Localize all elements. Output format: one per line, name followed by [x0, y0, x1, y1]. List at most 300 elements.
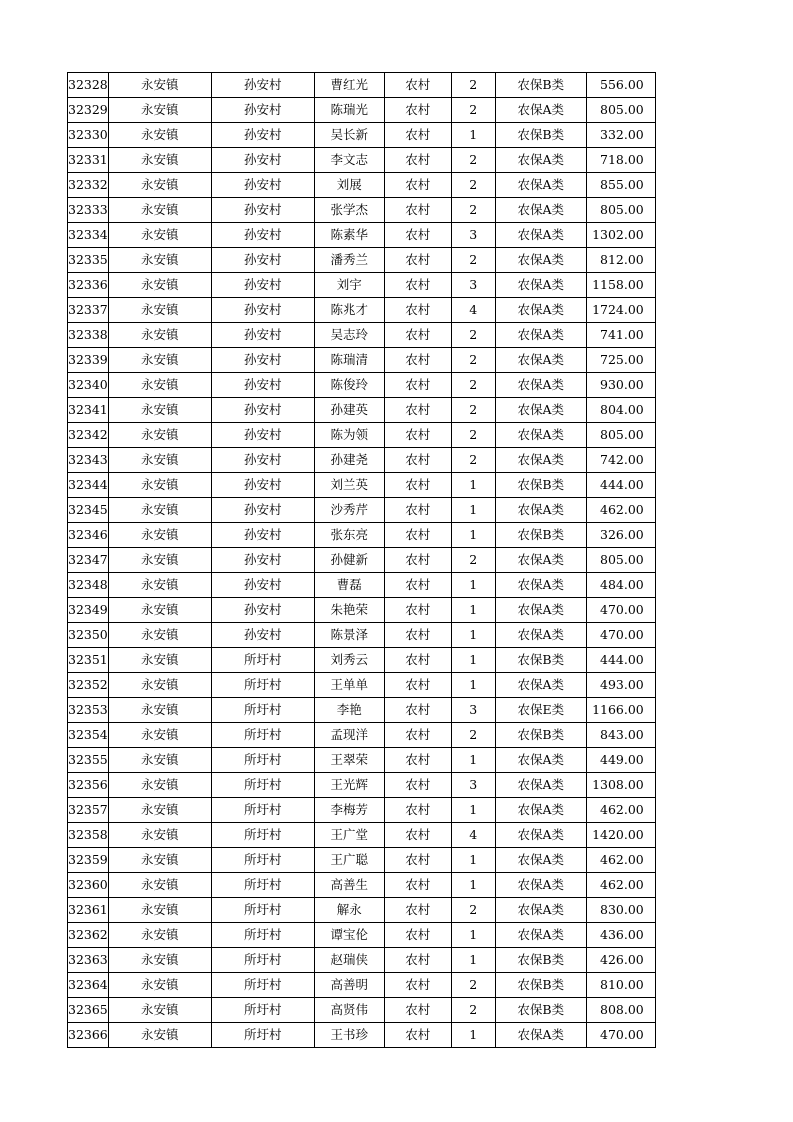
- name-cell: 王广堂: [314, 823, 384, 848]
- amount-cell: 326.00: [586, 523, 655, 548]
- amount-cell: 725.00: [586, 348, 655, 373]
- name-cell: 陈兆才: [314, 298, 384, 323]
- table-row: [68, 923, 656, 948]
- town-cell: 永安镇: [108, 148, 211, 173]
- name-cell: 王单单: [314, 673, 384, 698]
- record-id-cell: 32353: [68, 698, 109, 723]
- record-id-cell: 32333: [68, 198, 109, 223]
- residence-type-cell: 农村: [384, 248, 451, 273]
- amount-cell: 1302.00: [586, 223, 655, 248]
- insurance-category-cell: 农保B类: [495, 723, 586, 748]
- record-id-cell: 32343: [68, 448, 109, 473]
- residence-type-cell: 农村: [384, 473, 451, 498]
- insurance-category-cell: 农保A类: [495, 598, 586, 623]
- insurance-category-cell: 农保A类: [495, 873, 586, 898]
- record-id-cell: 32351: [68, 648, 109, 673]
- amount-cell: 493.00: [586, 673, 655, 698]
- household-size-cell: 2: [451, 373, 495, 398]
- insurance-category-cell: 农保A类: [495, 323, 586, 348]
- record-id-cell: 32342: [68, 423, 109, 448]
- amount-cell: 742.00: [586, 448, 655, 473]
- table-row: [68, 673, 656, 698]
- table-row: [68, 123, 656, 148]
- name-cell: 李文志: [314, 148, 384, 173]
- table-row: [68, 398, 656, 423]
- name-cell: 高善生: [314, 873, 384, 898]
- table-row: [68, 423, 656, 448]
- record-id-cell: 32354: [68, 723, 109, 748]
- name-cell: 朱艳荣: [314, 598, 384, 623]
- record-id-cell: 32366: [68, 1023, 109, 1048]
- name-cell: 张学杰: [314, 198, 384, 223]
- amount-cell: 449.00: [586, 748, 655, 773]
- name-cell: 赵瑞侠: [314, 948, 384, 973]
- records-table-body: [68, 73, 656, 1048]
- table-row: [68, 1023, 656, 1048]
- insurance-category-cell: 农保A类: [495, 548, 586, 573]
- household-size-cell: 4: [451, 298, 495, 323]
- name-cell: 陈素华: [314, 223, 384, 248]
- residence-type-cell: 农村: [384, 723, 451, 748]
- village-cell: 所圩村: [211, 798, 314, 823]
- village-cell: 所圩村: [211, 873, 314, 898]
- town-cell: 永安镇: [108, 823, 211, 848]
- village-cell: 所圩村: [211, 698, 314, 723]
- amount-cell: 470.00: [586, 623, 655, 648]
- village-cell: 孙安村: [211, 223, 314, 248]
- town-cell: 永安镇: [108, 348, 211, 373]
- village-cell: 孙安村: [211, 523, 314, 548]
- household-size-cell: 1: [451, 523, 495, 548]
- table-row: [68, 98, 656, 123]
- table-row: [68, 798, 656, 823]
- household-size-cell: 2: [451, 898, 495, 923]
- household-size-cell: 1: [451, 873, 495, 898]
- residence-type-cell: 农村: [384, 573, 451, 598]
- amount-cell: 812.00: [586, 248, 655, 273]
- town-cell: 永安镇: [108, 898, 211, 923]
- insurance-category-cell: 农保A类: [495, 448, 586, 473]
- residence-type-cell: 农村: [384, 823, 451, 848]
- village-cell: 所圩村: [211, 648, 314, 673]
- table-row: [68, 723, 656, 748]
- town-cell: 永安镇: [108, 73, 211, 98]
- village-cell: 孙安村: [211, 198, 314, 223]
- household-size-cell: 1: [451, 798, 495, 823]
- table-row: [68, 598, 656, 623]
- record-id-cell: 32340: [68, 373, 109, 398]
- name-cell: 刘秀云: [314, 648, 384, 673]
- residence-type-cell: 农村: [384, 923, 451, 948]
- village-cell: 孙安村: [211, 273, 314, 298]
- insurance-category-cell: 农保A类: [495, 748, 586, 773]
- record-id-cell: 32341: [68, 398, 109, 423]
- town-cell: 永安镇: [108, 223, 211, 248]
- table-row: [68, 973, 656, 998]
- record-id-cell: 32356: [68, 773, 109, 798]
- household-size-cell: 3: [451, 773, 495, 798]
- amount-cell: 426.00: [586, 948, 655, 973]
- record-id-cell: 32357: [68, 798, 109, 823]
- table-row: [68, 498, 656, 523]
- record-id-cell: 32331: [68, 148, 109, 173]
- residence-type-cell: 农村: [384, 148, 451, 173]
- amount-cell: 1420.00: [586, 823, 655, 848]
- household-size-cell: 3: [451, 698, 495, 723]
- residence-type-cell: 农村: [384, 423, 451, 448]
- residence-type-cell: 农村: [384, 98, 451, 123]
- amount-cell: 1158.00: [586, 273, 655, 298]
- village-cell: 孙安村: [211, 348, 314, 373]
- village-cell: 孙安村: [211, 298, 314, 323]
- name-cell: 吴志玲: [314, 323, 384, 348]
- village-cell: 孙安村: [211, 573, 314, 598]
- household-size-cell: 1: [451, 598, 495, 623]
- village-cell: 所圩村: [211, 773, 314, 798]
- name-cell: 刘展: [314, 173, 384, 198]
- town-cell: 永安镇: [108, 998, 211, 1023]
- residence-type-cell: 农村: [384, 273, 451, 298]
- town-cell: 永安镇: [108, 248, 211, 273]
- record-id-cell: 32347: [68, 548, 109, 573]
- household-size-cell: 2: [451, 348, 495, 373]
- record-id-cell: 32329: [68, 98, 109, 123]
- town-cell: 永安镇: [108, 448, 211, 473]
- residence-type-cell: 农村: [384, 398, 451, 423]
- table-row: [68, 573, 656, 598]
- residence-type-cell: 农村: [384, 223, 451, 248]
- amount-cell: 556.00: [586, 73, 655, 98]
- village-cell: 所圩村: [211, 973, 314, 998]
- record-id-cell: 32364: [68, 973, 109, 998]
- town-cell: 永安镇: [108, 473, 211, 498]
- household-size-cell: 1: [451, 473, 495, 498]
- record-id-cell: 32358: [68, 823, 109, 848]
- amount-cell: 804.00: [586, 398, 655, 423]
- town-cell: 永安镇: [108, 848, 211, 873]
- household-size-cell: 1: [451, 923, 495, 948]
- insurance-category-cell: 农保A类: [495, 248, 586, 273]
- amount-cell: 470.00: [586, 1023, 655, 1048]
- village-cell: 孙安村: [211, 398, 314, 423]
- village-cell: 所圩村: [211, 1023, 314, 1048]
- town-cell: 永安镇: [108, 498, 211, 523]
- town-cell: 永安镇: [108, 673, 211, 698]
- amount-cell: 805.00: [586, 198, 655, 223]
- name-cell: 陈景泽: [314, 623, 384, 648]
- residence-type-cell: 农村: [384, 548, 451, 573]
- name-cell: 高贤伟: [314, 998, 384, 1023]
- name-cell: 陈俊玲: [314, 373, 384, 398]
- residence-type-cell: 农村: [384, 773, 451, 798]
- household-size-cell: 1: [451, 1023, 495, 1048]
- household-size-cell: 2: [451, 323, 495, 348]
- table-row: [68, 448, 656, 473]
- town-cell: 永安镇: [108, 423, 211, 448]
- household-size-cell: 2: [451, 723, 495, 748]
- residence-type-cell: 农村: [384, 323, 451, 348]
- amount-cell: 1724.00: [586, 298, 655, 323]
- amount-cell: 462.00: [586, 798, 655, 823]
- insurance-category-cell: 农保A类: [495, 273, 586, 298]
- residence-type-cell: 农村: [384, 898, 451, 923]
- insurance-category-cell: 农保B类: [495, 973, 586, 998]
- residence-type-cell: 农村: [384, 698, 451, 723]
- residence-type-cell: 农村: [384, 298, 451, 323]
- insurance-category-cell: 农保A类: [495, 98, 586, 123]
- table-row: [68, 223, 656, 248]
- town-cell: 永安镇: [108, 598, 211, 623]
- residence-type-cell: 农村: [384, 748, 451, 773]
- table-row: [68, 648, 656, 673]
- residence-type-cell: 农村: [384, 598, 451, 623]
- village-cell: 孙安村: [211, 423, 314, 448]
- table-row: [68, 523, 656, 548]
- town-cell: 永安镇: [108, 398, 211, 423]
- residence-type-cell: 农村: [384, 998, 451, 1023]
- record-id-cell: 32332: [68, 173, 109, 198]
- insurance-category-cell: 农保A类: [495, 198, 586, 223]
- table-row: [68, 323, 656, 348]
- residence-type-cell: 农村: [384, 973, 451, 998]
- town-cell: 永安镇: [108, 273, 211, 298]
- record-id-cell: 32361: [68, 898, 109, 923]
- village-cell: 孙安村: [211, 98, 314, 123]
- record-id-cell: 32337: [68, 298, 109, 323]
- amount-cell: 1166.00: [586, 698, 655, 723]
- household-size-cell: 1: [451, 848, 495, 873]
- insurance-category-cell: 农保B类: [495, 73, 586, 98]
- household-size-cell: 1: [451, 948, 495, 973]
- residence-type-cell: 农村: [384, 623, 451, 648]
- table-row: [68, 73, 656, 98]
- village-cell: 孙安村: [211, 473, 314, 498]
- record-id-cell: 32346: [68, 523, 109, 548]
- amount-cell: 843.00: [586, 723, 655, 748]
- town-cell: 永安镇: [108, 548, 211, 573]
- name-cell: 孟现洋: [314, 723, 384, 748]
- name-cell: 高善明: [314, 973, 384, 998]
- amount-cell: 718.00: [586, 148, 655, 173]
- household-size-cell: 2: [451, 248, 495, 273]
- household-size-cell: 2: [451, 548, 495, 573]
- table-row: [68, 548, 656, 573]
- household-size-cell: 2: [451, 998, 495, 1023]
- insurance-category-cell: 农保A类: [495, 348, 586, 373]
- residence-type-cell: 农村: [384, 198, 451, 223]
- amount-cell: 444.00: [586, 473, 655, 498]
- insurance-category-cell: 农保A类: [495, 148, 586, 173]
- residence-type-cell: 农村: [384, 123, 451, 148]
- record-id-cell: 32365: [68, 998, 109, 1023]
- residence-type-cell: 农村: [384, 523, 451, 548]
- town-cell: 永安镇: [108, 323, 211, 348]
- name-cell: 王翠荣: [314, 748, 384, 773]
- insurance-category-cell: 农保A类: [495, 298, 586, 323]
- village-cell: 孙安村: [211, 373, 314, 398]
- table-row: [68, 873, 656, 898]
- table-row: [68, 148, 656, 173]
- record-id-cell: 32344: [68, 473, 109, 498]
- amount-cell: 855.00: [586, 173, 655, 198]
- table-row: [68, 998, 656, 1023]
- residence-type-cell: 农村: [384, 173, 451, 198]
- record-id-cell: 32362: [68, 923, 109, 948]
- household-size-cell: 1: [451, 673, 495, 698]
- household-size-cell: 3: [451, 223, 495, 248]
- town-cell: 永安镇: [108, 923, 211, 948]
- amount-cell: 805.00: [586, 98, 655, 123]
- record-id-cell: 32328: [68, 73, 109, 98]
- insurance-category-cell: 农保A类: [495, 798, 586, 823]
- village-cell: 所圩村: [211, 898, 314, 923]
- village-cell: 孙安村: [211, 598, 314, 623]
- name-cell: 陈瑞光: [314, 98, 384, 123]
- record-id-cell: 32330: [68, 123, 109, 148]
- household-size-cell: 2: [451, 73, 495, 98]
- town-cell: 永安镇: [108, 648, 211, 673]
- table-row: [68, 173, 656, 198]
- residence-type-cell: 农村: [384, 673, 451, 698]
- record-id-cell: 32349: [68, 598, 109, 623]
- insurance-category-cell: 农保B类: [495, 123, 586, 148]
- village-cell: 所圩村: [211, 673, 314, 698]
- town-cell: 永安镇: [108, 948, 211, 973]
- residence-type-cell: 农村: [384, 848, 451, 873]
- name-cell: 王书珍: [314, 1023, 384, 1048]
- village-cell: 所圩村: [211, 848, 314, 873]
- village-cell: 孙安村: [211, 323, 314, 348]
- amount-cell: 470.00: [586, 598, 655, 623]
- table-row: [68, 773, 656, 798]
- name-cell: 曹红光: [314, 73, 384, 98]
- insurance-category-cell: 农保E类: [495, 698, 586, 723]
- insurance-category-cell: 农保A类: [495, 373, 586, 398]
- household-size-cell: 1: [451, 573, 495, 598]
- household-size-cell: 2: [451, 423, 495, 448]
- household-size-cell: 1: [451, 123, 495, 148]
- village-cell: 孙安村: [211, 173, 314, 198]
- village-cell: 孙安村: [211, 73, 314, 98]
- residence-type-cell: 农村: [384, 1023, 451, 1048]
- town-cell: 永安镇: [108, 698, 211, 723]
- village-cell: 孙安村: [211, 448, 314, 473]
- insurance-category-cell: 农保B类: [495, 998, 586, 1023]
- table-row: [68, 298, 656, 323]
- household-size-cell: 2: [451, 198, 495, 223]
- town-cell: 永安镇: [108, 173, 211, 198]
- amount-cell: 810.00: [586, 973, 655, 998]
- record-id-cell: 32350: [68, 623, 109, 648]
- town-cell: 永安镇: [108, 723, 211, 748]
- table-row: [68, 698, 656, 723]
- town-cell: 永安镇: [108, 373, 211, 398]
- amount-cell: 808.00: [586, 998, 655, 1023]
- insurance-category-cell: 农保A类: [495, 573, 586, 598]
- name-cell: 王光辉: [314, 773, 384, 798]
- village-cell: 孙安村: [211, 623, 314, 648]
- residence-type-cell: 农村: [384, 498, 451, 523]
- insurance-category-cell: 农保A类: [495, 848, 586, 873]
- insurance-category-cell: 农保A类: [495, 923, 586, 948]
- insurance-category-cell: 农保A类: [495, 898, 586, 923]
- amount-cell: 1308.00: [586, 773, 655, 798]
- household-size-cell: 2: [451, 398, 495, 423]
- name-cell: 潘秀兰: [314, 248, 384, 273]
- town-cell: 永安镇: [108, 973, 211, 998]
- amount-cell: 830.00: [586, 898, 655, 923]
- household-size-cell: 2: [451, 973, 495, 998]
- insurance-category-cell: 农保A类: [495, 623, 586, 648]
- name-cell: 孙建尧: [314, 448, 384, 473]
- records-table: [67, 72, 656, 1048]
- town-cell: 永安镇: [108, 123, 211, 148]
- amount-cell: 462.00: [586, 848, 655, 873]
- town-cell: 永安镇: [108, 773, 211, 798]
- residence-type-cell: 农村: [384, 448, 451, 473]
- village-cell: 孙安村: [211, 498, 314, 523]
- amount-cell: 484.00: [586, 573, 655, 598]
- insurance-category-cell: 农保A类: [495, 223, 586, 248]
- name-cell: 王广聪: [314, 848, 384, 873]
- record-id-cell: 32338: [68, 323, 109, 348]
- table-row: [68, 748, 656, 773]
- insurance-category-cell: 农保A类: [495, 498, 586, 523]
- name-cell: 孙建英: [314, 398, 384, 423]
- table-row: [68, 898, 656, 923]
- amount-cell: 444.00: [586, 648, 655, 673]
- residence-type-cell: 农村: [384, 798, 451, 823]
- name-cell: 李艳: [314, 698, 384, 723]
- table-row: [68, 623, 656, 648]
- village-cell: 孙安村: [211, 248, 314, 273]
- table-row: [68, 248, 656, 273]
- table-row: [68, 948, 656, 973]
- village-cell: 所圩村: [211, 823, 314, 848]
- record-id-cell: 32360: [68, 873, 109, 898]
- record-id-cell: 32359: [68, 848, 109, 873]
- insurance-category-cell: 农保A类: [495, 673, 586, 698]
- town-cell: 永安镇: [108, 298, 211, 323]
- village-cell: 孙安村: [211, 148, 314, 173]
- village-cell: 所圩村: [211, 998, 314, 1023]
- insurance-category-cell: 农保B类: [495, 523, 586, 548]
- village-cell: 孙安村: [211, 123, 314, 148]
- village-cell: 所圩村: [211, 923, 314, 948]
- village-cell: 所圩村: [211, 948, 314, 973]
- residence-type-cell: 农村: [384, 373, 451, 398]
- insurance-category-cell: 农保A类: [495, 823, 586, 848]
- name-cell: 沙秀芹: [314, 498, 384, 523]
- residence-type-cell: 农村: [384, 948, 451, 973]
- insurance-category-cell: 农保B类: [495, 948, 586, 973]
- name-cell: 谭宝伦: [314, 923, 384, 948]
- town-cell: 永安镇: [108, 523, 211, 548]
- household-size-cell: 1: [451, 648, 495, 673]
- insurance-category-cell: 农保A类: [495, 423, 586, 448]
- record-id-cell: 32348: [68, 573, 109, 598]
- record-id-cell: 32355: [68, 748, 109, 773]
- table-row: [68, 848, 656, 873]
- insurance-category-cell: 农保A类: [495, 1023, 586, 1048]
- name-cell: 陈瑞清: [314, 348, 384, 373]
- household-size-cell: 1: [451, 498, 495, 523]
- amount-cell: 332.00: [586, 123, 655, 148]
- household-size-cell: 2: [451, 98, 495, 123]
- table-row: [68, 823, 656, 848]
- town-cell: 永安镇: [108, 1023, 211, 1048]
- town-cell: 永安镇: [108, 798, 211, 823]
